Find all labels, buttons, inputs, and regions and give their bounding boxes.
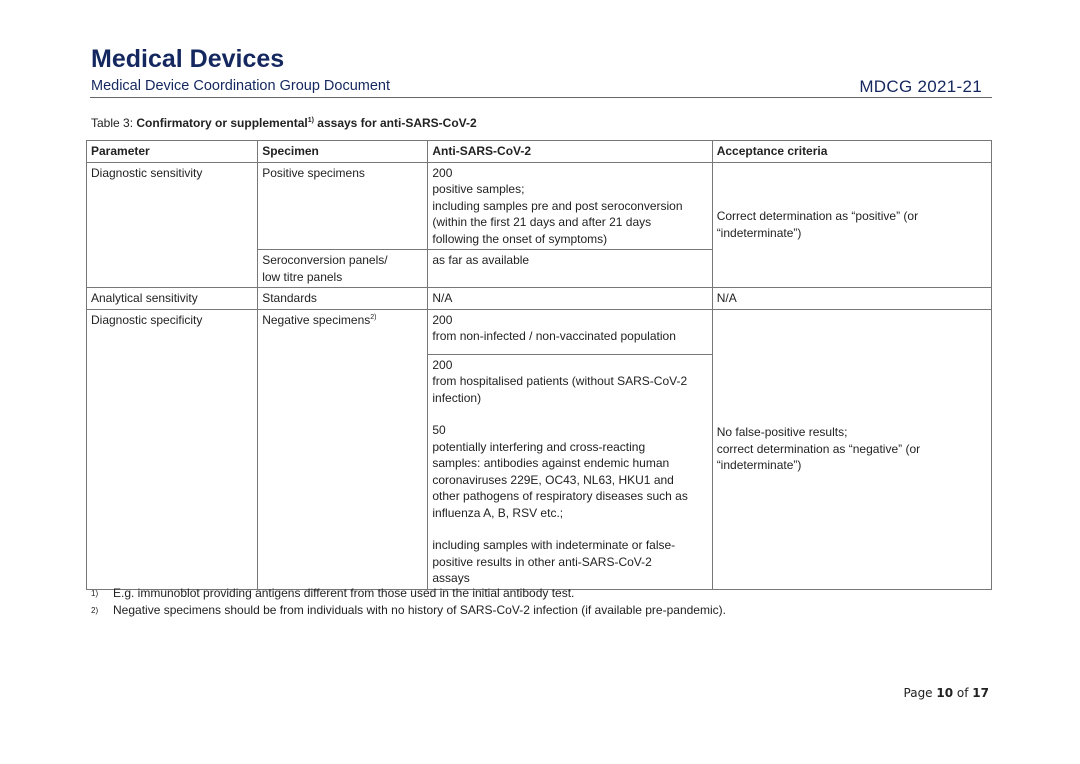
table-row [87, 309, 992, 354]
text-line: No false-positive results; [716, 425, 848, 440]
text-line: positive samples; [432, 182, 525, 196]
text-line: from non-infected / non-vaccinated population [432, 329, 676, 343]
text-line: infection) [432, 390, 482, 405]
text-line: other pathogens of respiratory diseases such as [432, 489, 688, 503]
table-caption [91, 116, 477, 130]
cell-value [428, 162, 712, 250]
document-id: MDCG 2021-21 [859, 77, 982, 96]
header-divider [90, 97, 992, 98]
text-line: including samples with indeterminate or false- [432, 538, 676, 552]
text-line: potentially interfering and cross-reacting [432, 439, 646, 454]
header-acceptance: Acceptance criteria [712, 141, 991, 163]
spacer [432, 521, 707, 537]
cell-parameter: Diagnostic sensitivity [87, 162, 258, 288]
text-line: Correct determination as “positive” (or [716, 209, 919, 224]
footnote-text: E.g. immunoblot providing antigens different from those used in the initial antibody test. [113, 586, 575, 600]
footnote-marker: 1) [91, 589, 99, 598]
text-line: correct determination as “negative” (or [716, 441, 921, 456]
text-line: “indeterminate”) [716, 225, 802, 240]
cell-parameter: Diagnostic specificity [87, 309, 258, 589]
text-line: “indeterminate”) [716, 458, 802, 473]
text-line: positive results in other anti-SARS-CoV-2 [432, 554, 652, 569]
text-line: influenza A, B, RSV etc.; [432, 505, 564, 520]
text-line: samples: antibodies against endemic human [432, 456, 670, 470]
header-parameter: Parameter [87, 141, 258, 163]
cell-value: N/A [428, 288, 712, 310]
text-line: coronaviruses 229E, OC43, NL63, HKU1 and [432, 472, 674, 487]
cell-value [428, 309, 712, 354]
cell-value [428, 354, 712, 589]
caption-title: Confirmatory or supplemental [136, 116, 308, 130]
page-current: 10 [936, 686, 954, 700]
footnote-ref: 2) [370, 313, 377, 321]
cell-specimen: Positive specimens [258, 162, 428, 250]
caption-prefix: Table 3: [91, 116, 137, 130]
cell-criteria [712, 162, 991, 288]
cell-parameter: Analytical sensitivity [87, 288, 258, 310]
text-line: 200 [432, 357, 453, 372]
spacer [432, 406, 707, 422]
text-line: low titre panels [262, 269, 343, 284]
document-subtitle: Medical Device Coordination Group Document [91, 78, 391, 94]
text-line: from hospitalised patients (without SARS-CoV-2 [432, 374, 688, 388]
text-line: 200 [432, 312, 453, 327]
header-specimen: Specimen [258, 141, 428, 163]
page-label: Page [903, 686, 937, 700]
text-line: Seroconversion panels/ [262, 253, 388, 267]
text-line: 200 [432, 165, 453, 180]
cell-criteria: N/A [712, 288, 991, 310]
footnote-text: Negative specimens should be from individuals with no history of SARS-CoV-2 infection (if available pre-pandemic). [113, 603, 726, 617]
page-of: of [953, 686, 973, 700]
footnotes [91, 585, 726, 619]
text-line: including samples pre and post seroconversion [432, 198, 683, 213]
table-row [87, 162, 992, 250]
assay-table [86, 140, 992, 590]
text-line: following the onset of symptoms) [432, 231, 608, 246]
document-title: Medical Devices [91, 45, 285, 73]
specimen-text: Negative specimens [262, 312, 371, 327]
footnote [91, 602, 726, 619]
text-line: assays [432, 571, 470, 585]
cell-value: as far as available [428, 250, 712, 288]
cell-criteria [712, 309, 991, 589]
page-number [904, 686, 989, 700]
table-header-row [87, 141, 992, 163]
text-line: (within the first 21 days and after 21 days [432, 215, 652, 229]
footnote [91, 585, 726, 602]
header-anti-sars: Anti-SARS-CoV-2 [428, 141, 712, 163]
page-total: 17 [972, 686, 989, 700]
footnote-marker: 2) [91, 606, 99, 615]
cell-specimen [258, 250, 428, 288]
caption-footnote-ref: 1) [307, 117, 314, 124]
cell-specimen [258, 309, 428, 589]
table-row [87, 288, 992, 310]
text-line: 50 [432, 423, 446, 437]
caption-title-rest: assays for anti-SARS-CoV-2 [313, 116, 477, 130]
cell-specimen: Standards [258, 288, 428, 310]
